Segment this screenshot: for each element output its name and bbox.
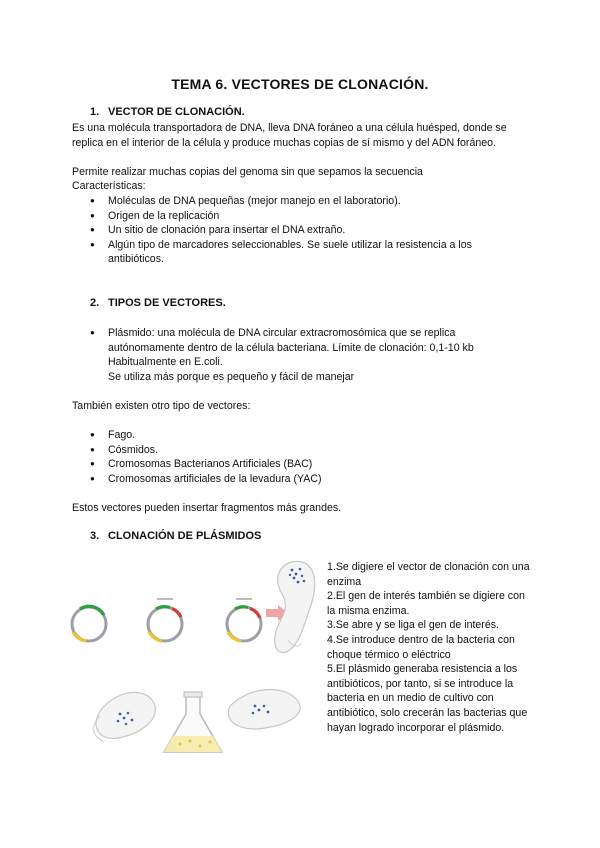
plasmid-cloning-figure (60, 556, 322, 766)
list-item: ● Origen de la replicación (90, 209, 510, 224)
step-2: 2.El gen de interés también se digiere con la misma enzima. (327, 590, 525, 617)
list-item: ● Un sitio de clonación para insertar el DNA extraño. (90, 223, 510, 238)
section-1-number: 1. (90, 106, 100, 118)
characteristics-list (90, 194, 510, 267)
plasmid-host: Habitualmente en E.coli. (108, 356, 223, 369)
vector-types-list (90, 428, 510, 486)
plasmid-list (90, 326, 510, 384)
cloning-steps (327, 560, 532, 735)
step-3: 3.Se abre y se liga el gen de interés. (327, 619, 499, 632)
list-item: ● Fago. (90, 428, 510, 443)
plasmid-definition: ● Plásmido: una molécula de DNA circular extracromosómica que se replica autónomamente dentro de la célula bacteriana. Límite de clonación: 0,1-10 kb (108, 327, 474, 354)
document-title: TEMA 6. VECTORES DE CLONACIÓN. (171, 76, 429, 92)
plasmid-usage: Se utiliza más porque es pequeño y fácil de manejar (108, 370, 355, 383)
step-5: 5.El plásmido generaba resistencia a los antibióticos, por tanto, si se introduce la bacteria en un medio de cultivo con antibiótico, solo crecerán las bacterias que hayan logrado incorporar el plásmido. (327, 663, 528, 734)
list-item: ● Cromosomas Bacterianos Artificiales (BAC) (90, 457, 510, 472)
list-item: ● Cósmidos. (90, 443, 510, 458)
step-1: 1.Se digiere el vector de clonación con una enzima (327, 561, 530, 588)
section-1-paragraph-2: Permite realizar muchas copias del genoma sin que sepamos la secuencia (72, 166, 423, 178)
section-1-heading (90, 106, 245, 118)
section-1-paragraph-3: Características: (72, 180, 146, 192)
section-2-title: TIPOS DE VECTORES. (108, 297, 226, 309)
step-4: 4.Se introduce dentro de la bacteria con choque térmico o eléctrico (327, 633, 515, 661)
other-vectors-intro: También existen otro tipo de vectores: (72, 400, 251, 412)
section-2-number: 2. (90, 297, 100, 309)
section-2-heading (90, 297, 226, 309)
list-item (90, 326, 510, 384)
list-item: ● Algún tipo de marcadores seleccionables. Se suele utilizar la resistencia a los antibióticos. (90, 238, 510, 267)
section-1-title: VECTOR DE CLONACIÓN. (108, 106, 245, 118)
section-1-paragraph-1: Es una molécula transportadora de DNA, lleva DNA foráneo a una célula huésped, donde se replica en el interior de la célula y produce muchas copias de sí mismo y del ADN foráneo. (72, 122, 507, 149)
list-item: ● Moléculas de DNA pequeñas (mejor manejo en el laboratorio). (90, 194, 510, 209)
section-3-number: 3. (90, 530, 100, 542)
cloning-diagram (60, 556, 322, 766)
section-3-title: CLONACIÓN DE PLÁSMIDOS (108, 530, 262, 542)
section-3-heading (90, 530, 261, 542)
closing-paragraph: Estos vectores pueden insertar fragmentos más grandes. (72, 502, 342, 514)
list-item: ● Cromosomas artificiales de la levadura (YAC) (90, 472, 510, 487)
